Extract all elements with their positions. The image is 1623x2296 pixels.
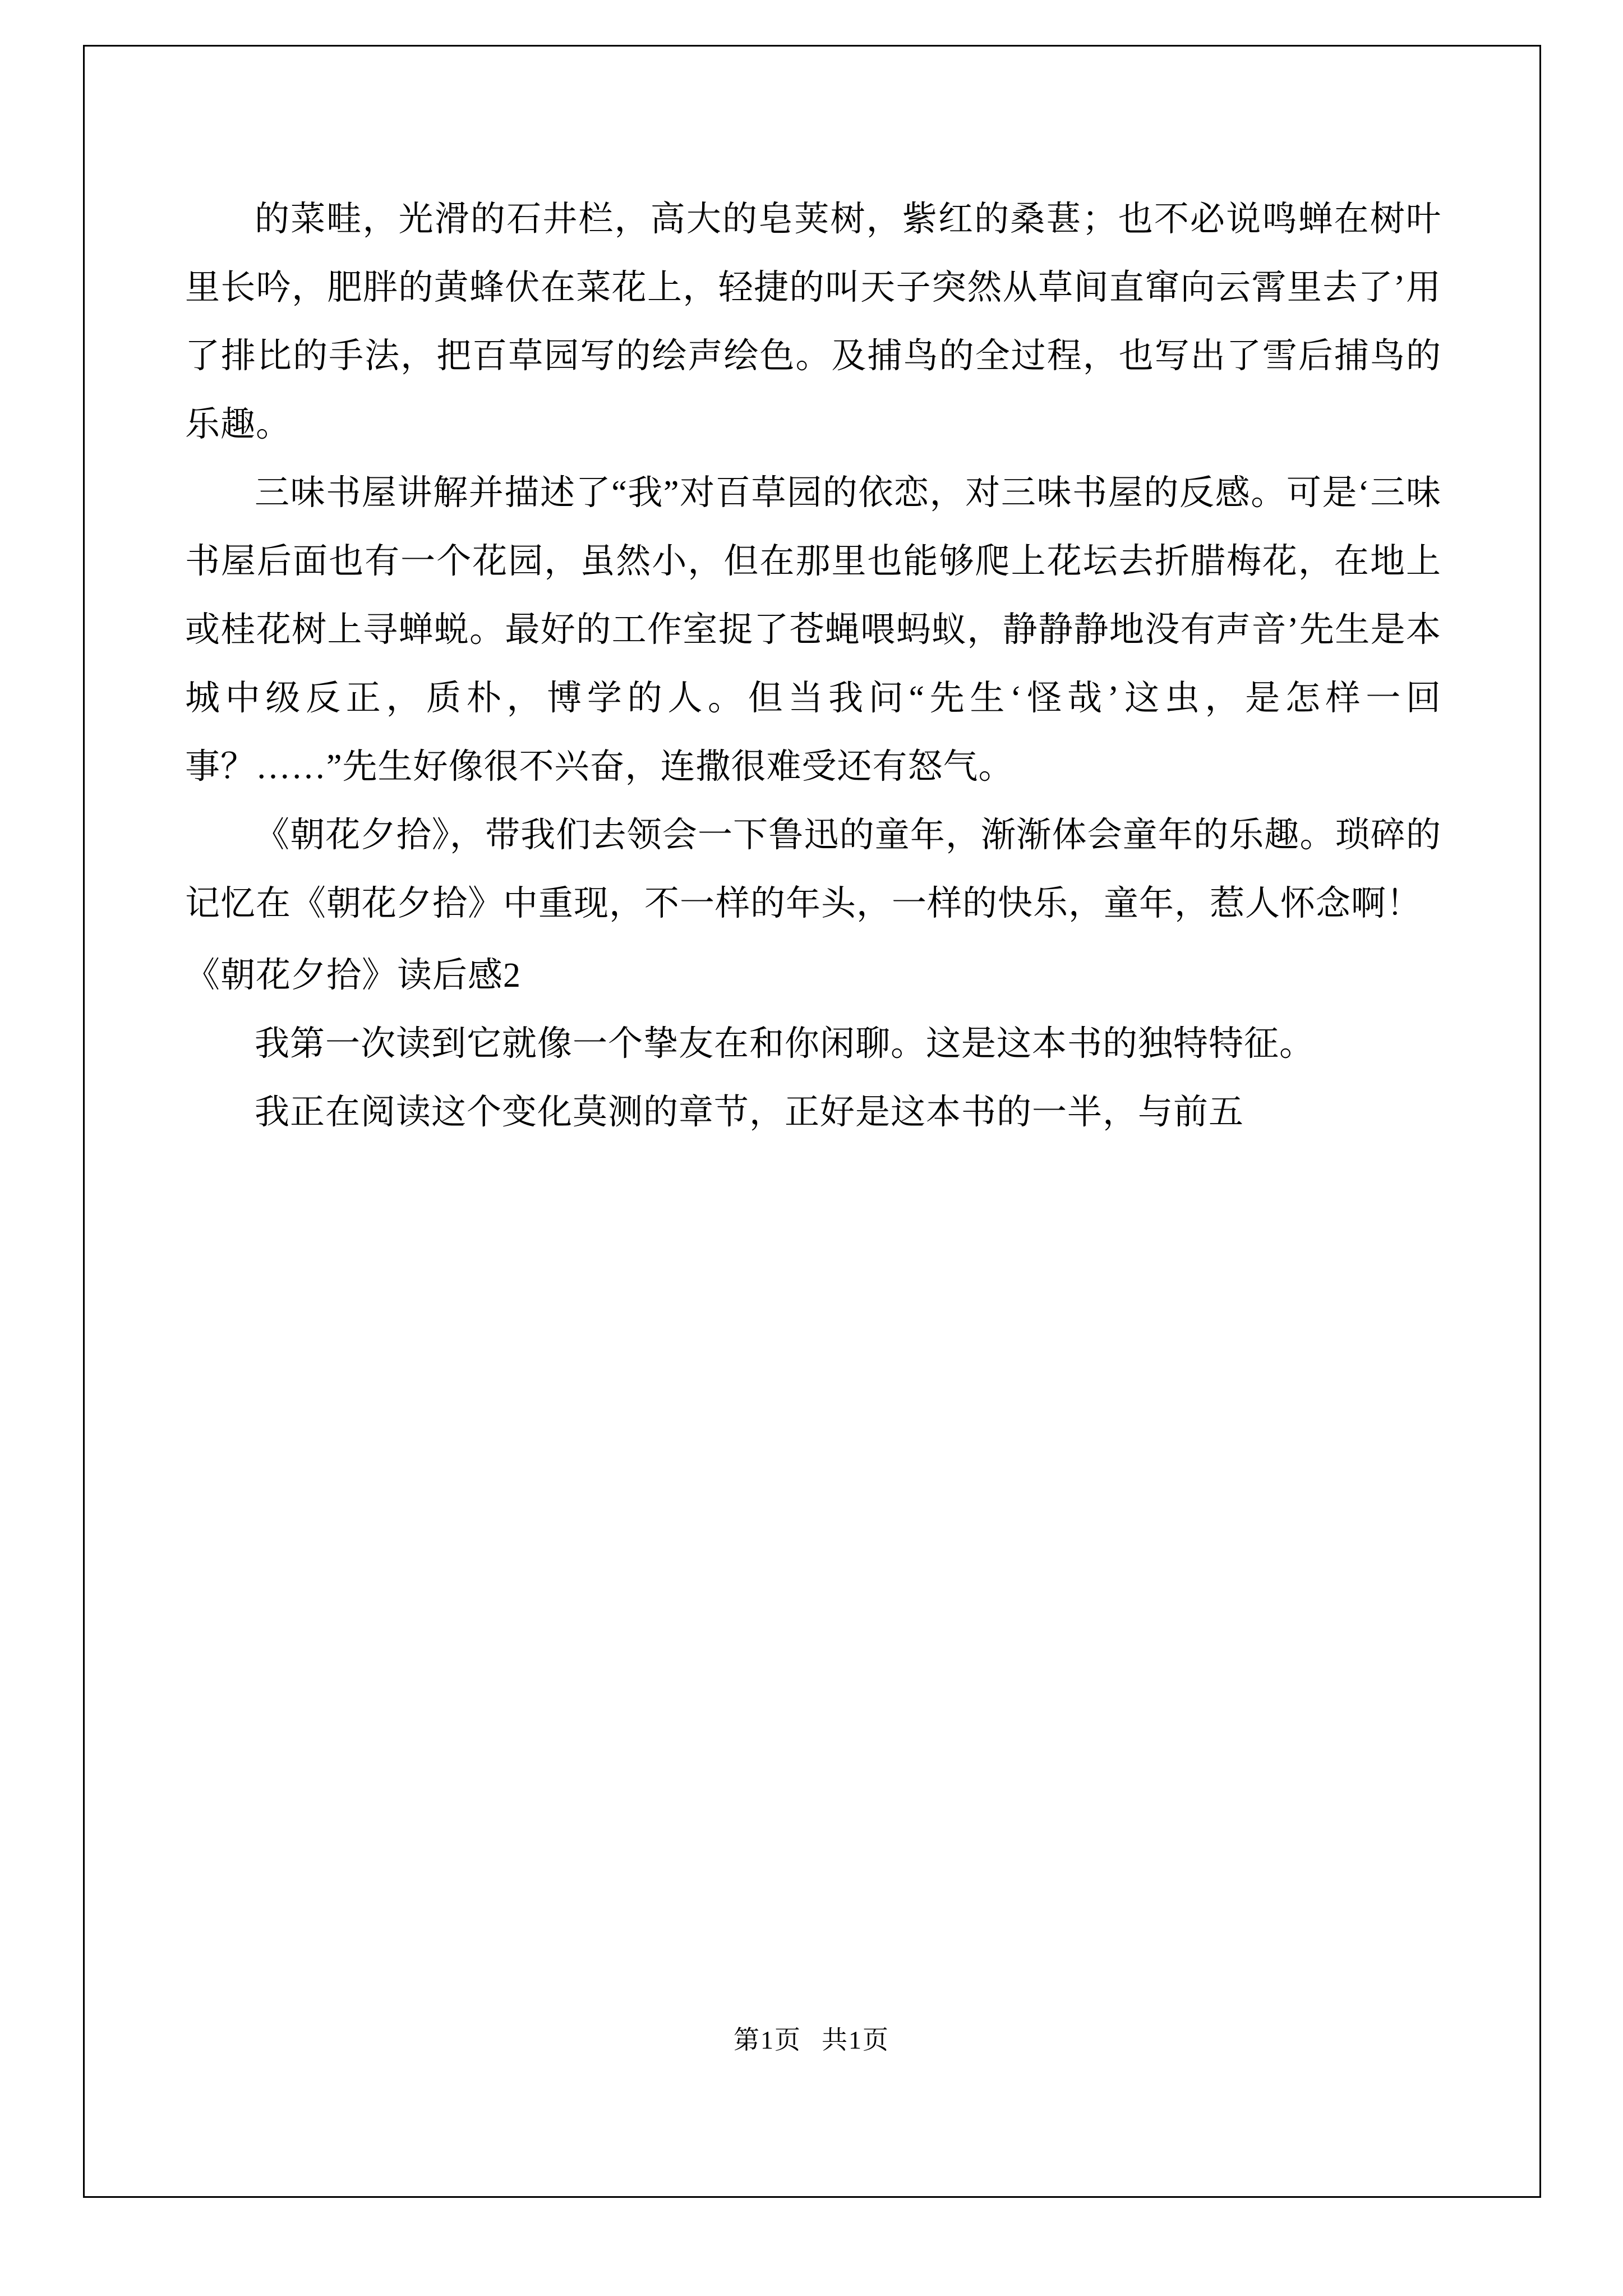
paragraph-5: 我第一次读到它就像一个挚友在和你闲聊。这是这本书的独特特征。: [255, 1025, 1315, 1063]
paragraph-3: 《朝花夕拾》，带我们去领会一下鲁迅的童年，渐渐体会童年的乐趣。琐碎的记忆在《朝花夕拾》中重现，不一样的年头，一样的快乐，童年，惹人怀念啊！: [185, 816, 1441, 923]
paragraph-6: 我正在阅读这个变化莫测的章节，正好是这本书的一半，与前五: [255, 1093, 1244, 1131]
paragraph-1: 的菜畦，光滑的石井栏，高大的皂荚树，紫红的桑葚；也不必说鸣蝉在树叶里长吟，肥胖的黄蜂伏在菜花上，轻捷的叫天子突然从草间直窜向云霄里去了’用了排比的手法，把百草园写的绘声绘色。及捕鸟的全过程，也写出了雪后捕鸟的乐趣。: [185, 200, 1441, 444]
page-footer: [0, 2019, 1623, 2056]
footer-total-pages: 共1页: [822, 2026, 889, 2054]
section-heading: 《朝花夕拾》读后感2: [185, 956, 522, 995]
document-body: [185, 185, 1441, 1147]
footer-current-page: 第1页: [734, 2026, 801, 2054]
paragraph-2: 三味书屋讲解并描述了“我”对百草园的依恋，对三味书屋的反感。可是‘三味书屋后面也有一个花园，虽然小，但在那里也能够爬上花坛去折腊梅花，在地上或桂花树上寻蝉蜕。最好的工作室捉了苍蝇喂蚂蚁，静静静地没有声音’先生是本城中级反正，质朴，博学的人。但当我问“先生‘怪哉’这虫，是怎样一回事？……”先生好像很不兴奋，连撒很难受还有怒气。: [185, 474, 1441, 786]
